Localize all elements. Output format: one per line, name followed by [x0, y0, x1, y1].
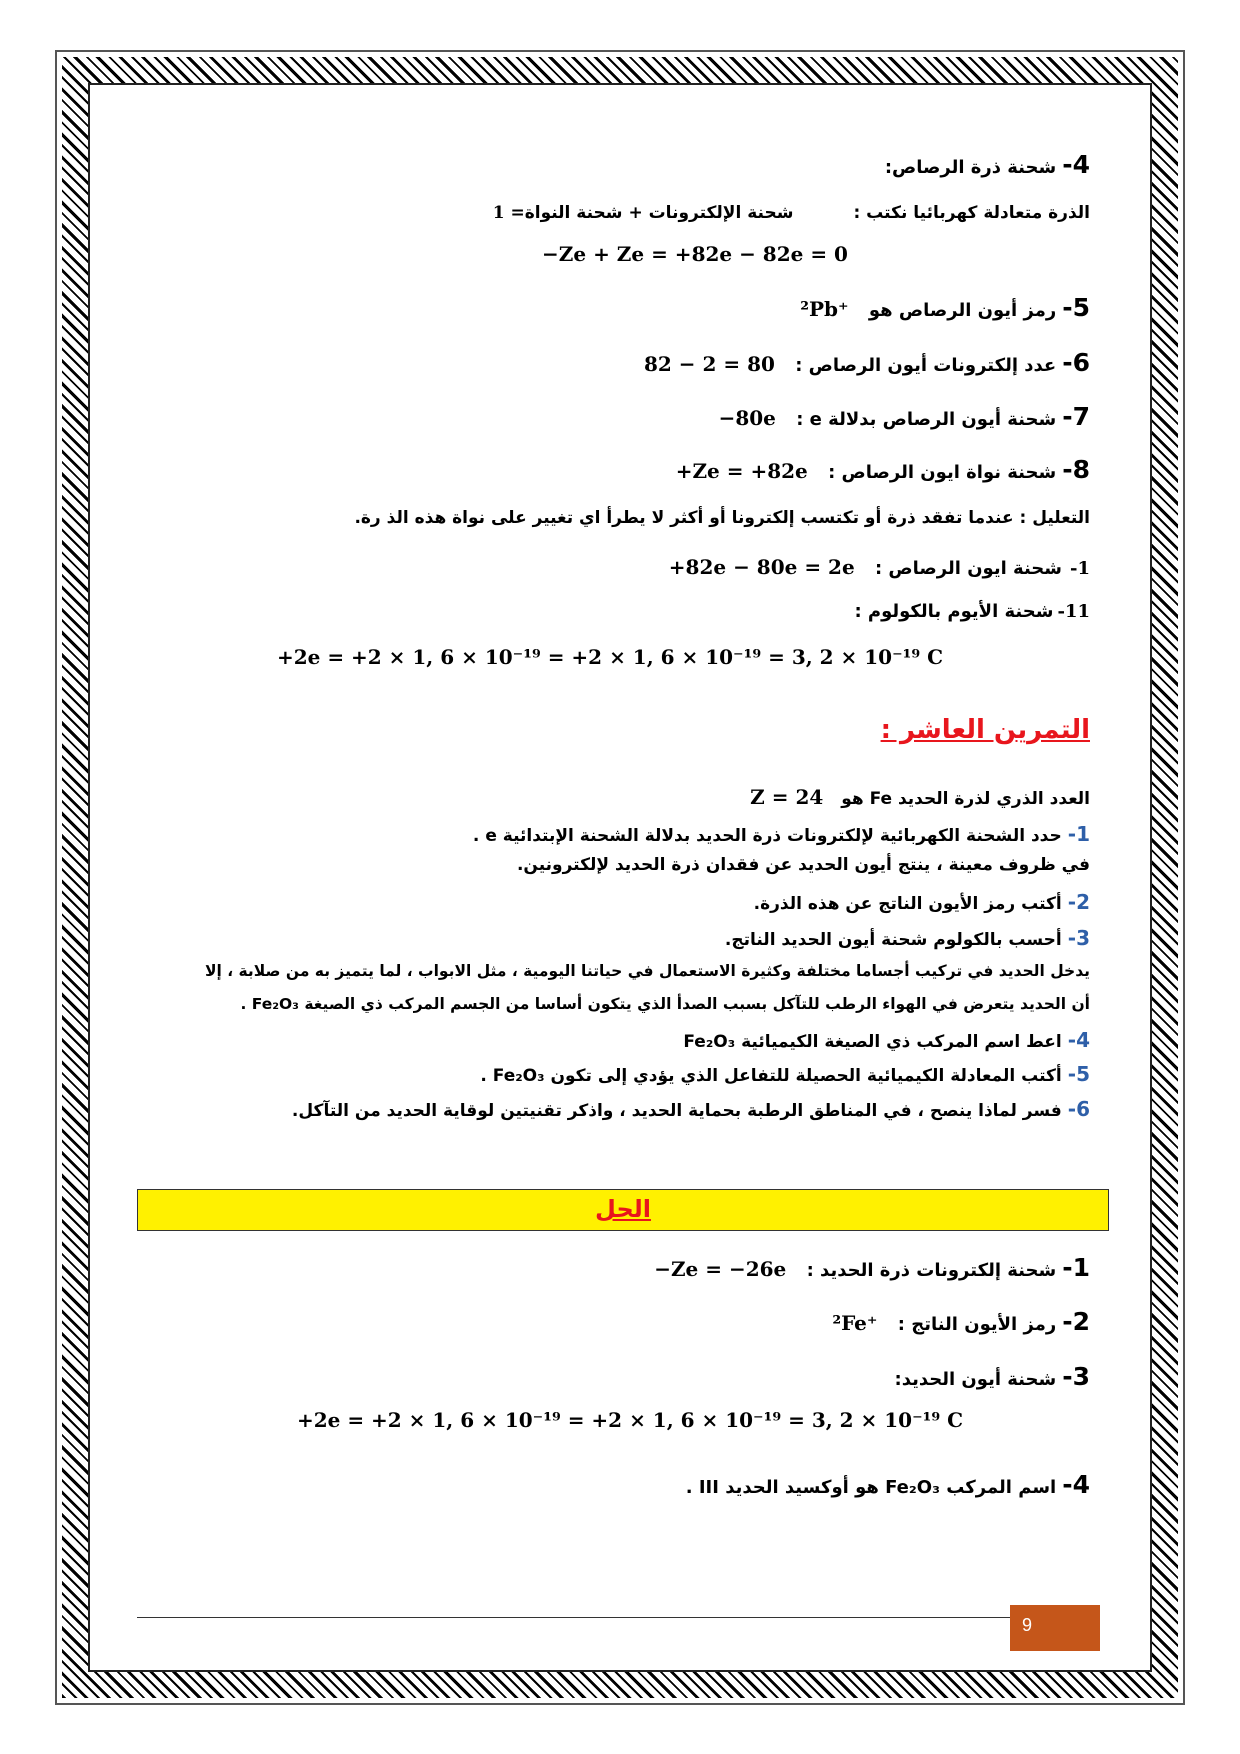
question-1-context: في ظروف معينة ، ينتج أيون الحديد عن فقدان ذرة الحديد لإلكترونين. — [516, 855, 1090, 875]
item-4: 4-شحنة ذرة الرصاص: — [884, 150, 1090, 179]
neutral-atom-line: الذرة متعادلة كهربائيا نكتب :شحنة الإلكترونات + شحنة النواة= 1 — [492, 203, 1090, 223]
context-paragraph-line-1: يدخل الحديد في تركيب أجساما مختلفة وكثيرة الاستعمال في حياتنا اليومية ، مثل الابواب ، لما يتميز به من صلابة ، إلا — [204, 962, 1090, 980]
solution-header-bar — [137, 1189, 1109, 1231]
equation-coulomb-iron: +2e = +2 × 1, 6 × 10⁻¹⁹ = +2 × 1, 6 × 10⁻¹⁹ = 3, 2 × 10⁻¹⁹ C — [296, 1408, 964, 1432]
solution-4: 4-اسم المركب Fe₂O₃ هو أوكسيد الحديد III . — [685, 1470, 1090, 1499]
iron-atomic-number: العدد الذري لذرة الحديد Fe هو Z = 24 — [750, 785, 1090, 809]
footer-divider — [137, 1617, 1017, 1618]
question-5: 5-أكتب المعادلة الكيميائية الحصيلة للتفاعل الذي يؤدي إلى تكون Fe₂O₃ . — [480, 1062, 1090, 1086]
justification: التعليل : عندما تفقد ذرة أو تكتسب إلكترونا أو أكثر لا يطرأ اي تغيير على نواة هذه الذ رة. — [354, 508, 1090, 528]
item-8: 8-شحنة نواة ايون الرصاص : +Ze = +82e — [675, 455, 1090, 484]
item-1-lead-ion-charge: 1-شحنة ايون الرصاص : +82e − 80e = 2e — [668, 555, 1090, 579]
page-number: 9 — [1022, 1615, 1033, 1635]
question-2: 2-أكتب رمز الأيون الناتج عن هذه الذرة. — [753, 890, 1090, 914]
exercise-10-title: التمرين العاشر : — [880, 715, 1090, 745]
solution-3: 3-شحنة أيون الحديد: — [894, 1362, 1090, 1391]
context-paragraph-line-2: أن الحديد يتعرض في الهواء الرطب للتآكل بسبب الصدأ الذي يتكون أساسا من الجسم المركب ذي الصيغة Fe₂O₃ . — [240, 995, 1090, 1013]
solution-2: 2-رمز الأيون الناتج : ²Fe⁺ — [832, 1307, 1090, 1336]
question-1: 1-حدد الشحنة الكهربائية لإلكترونات ذرة الحديد بدلالة الشحنة الإبتدائية e . — [472, 822, 1090, 846]
item-11: 11-شحنة الأيوم بالكولوم : — [854, 601, 1090, 622]
item-6: 6-عدد إلكترونات أيون الرصاص : 82 − 2 = 80 — [643, 348, 1090, 377]
solution-title: الحل — [595, 1195, 651, 1223]
question-3: 3-أحسب بالكولوم شحنة أيون الحديد الناتج. — [724, 926, 1090, 950]
item-7: 7-شحنة أيون الرصاص بدلالة e : −80e — [718, 402, 1090, 431]
question-4: 4-اعط اسم المركب ذي الصيغة الكيميائية Fe₂O₃ — [683, 1028, 1090, 1052]
question-6: 6-فسر لماذا ينصح ، في المناطق الرطبة بحماية الحديد ، واذكر تقنيتين لوقاية الحديد من التآكل. — [291, 1097, 1090, 1121]
equation-charge-balance: −Ze + Ze = +82e − 82e = 0 — [542, 242, 848, 266]
solution-1: 1-شحنة إلكترونات ذرة الحديد : −Ze = −26e — [654, 1253, 1090, 1282]
equation-coulomb-lead: +2e = +2 × 1, 6 × 10⁻¹⁹ = +2 × 1, 6 × 10⁻¹⁹ = 3, 2 × 10⁻¹⁹ C — [276, 645, 944, 669]
item-5: 5-رمز أيون الرصاص هو ²Pb⁺ — [800, 293, 1090, 322]
page-number-box — [1010, 1605, 1100, 1651]
